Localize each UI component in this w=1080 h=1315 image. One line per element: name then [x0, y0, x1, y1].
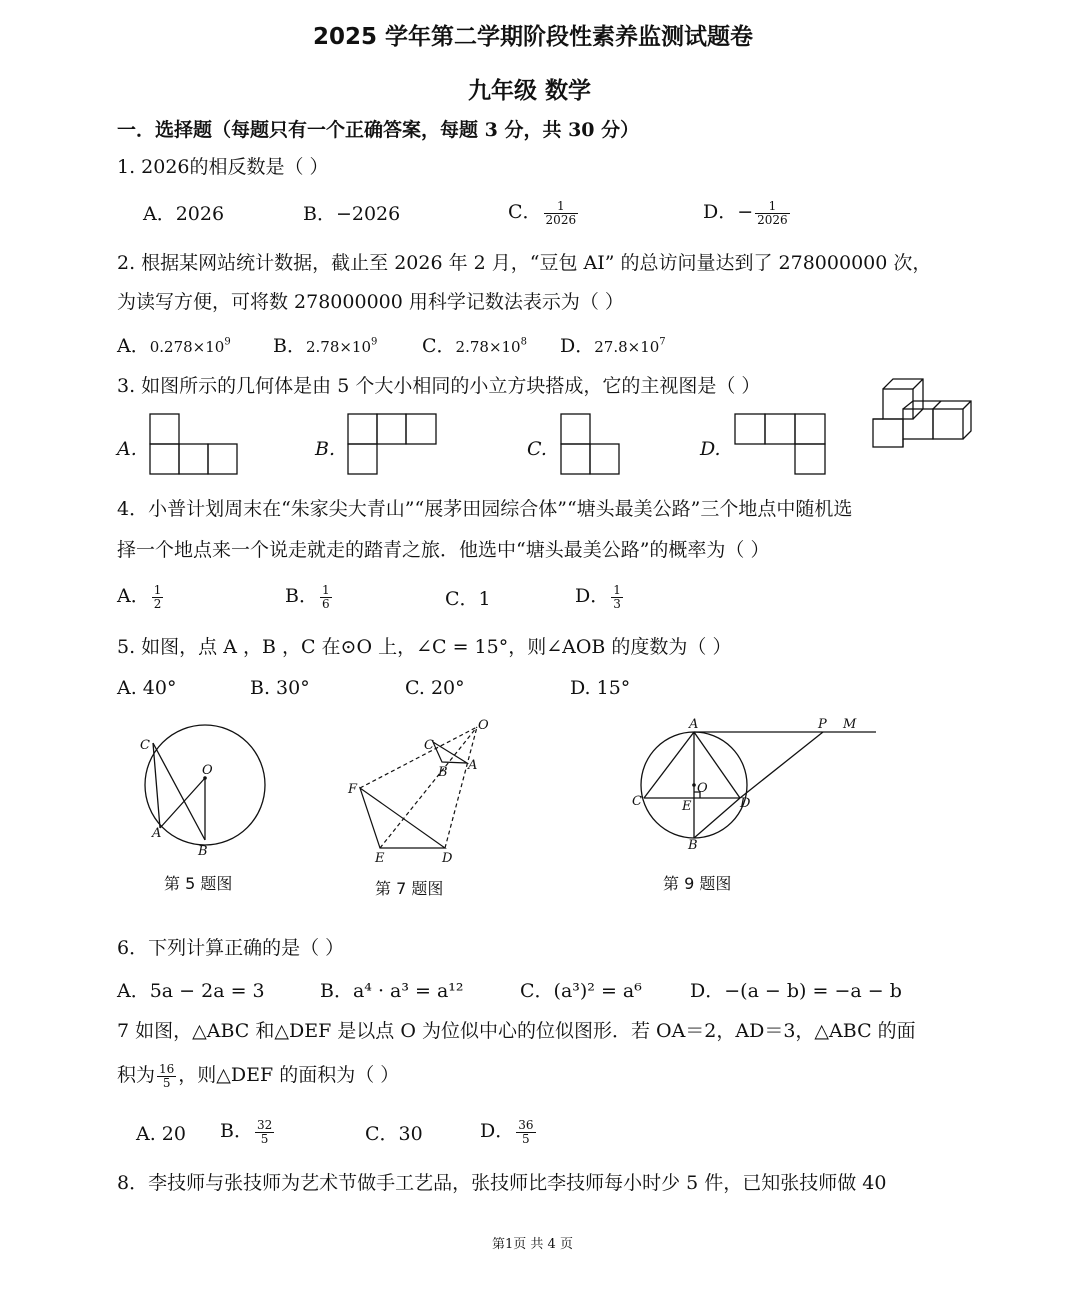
fig7-label-b: B: [438, 765, 448, 780]
question-2-line1: 2. 根据某网站统计数据，截止至 2026 年 2 月，“豆包 AI” 的总访问量达到了 278000000 次，: [117, 252, 932, 274]
q7-option-b: B． $\frac{32}{5}$: [220, 1118, 273, 1146]
q3-view-a: [150, 414, 240, 476]
q6-option-b: B．a⁴ · a³ = a¹²: [320, 980, 464, 1002]
q2-option-c: C．$2.78\times 10^8$: [422, 335, 527, 357]
question-4-line1: 4．小普计划周末在“朱家尖大青山”“展茅田园综合体”“塘头最美公路”三个地点中随机选: [117, 498, 853, 520]
fig7-label-a: A: [468, 758, 478, 773]
question-7-line2: 积为 $\frac{16}{5}$ ，则△DEF 的面积为（ ）: [117, 1062, 400, 1090]
q7-option-c: C．30: [365, 1123, 423, 1145]
fig5-label-b: B: [198, 844, 208, 859]
fig9-label-e: E: [682, 799, 692, 814]
question-7-line1: 7 如图，△ABC 和△DEF 是以点 O 为位似中心的位似图形．若 OA＝2，AD＝3，△ABC 的面: [117, 1020, 916, 1042]
q3-view-b: [348, 414, 440, 476]
q5-option-b: B. 30°: [250, 677, 310, 699]
fig7-label-e: E: [375, 851, 385, 866]
question-2-line2: 为读写方便，可将数 278000000 用科学记数法表示为（ ）: [117, 291, 624, 313]
section-heading: 一．选择题（每题只有一个正确答案，每题 3 分，共 30 分）: [117, 119, 640, 141]
fig9-label-b: B: [688, 838, 698, 853]
q3-view-d: [735, 414, 829, 476]
page-subtitle: 九年级 数学: [468, 78, 592, 104]
q3-option-d: D.: [700, 438, 721, 460]
fig9-label-a: A: [689, 717, 699, 732]
fig9-label-o: O: [697, 781, 708, 796]
q4-option-b: B． $\frac{1}{6}$: [285, 583, 330, 611]
figure-7: [345, 715, 495, 865]
figure-7-caption: 第 7 题图: [375, 879, 444, 898]
figure-5-caption: 第 5 题图: [164, 874, 233, 893]
figure-5: [135, 725, 275, 860]
q1-option-c: C． $\frac{1}{2026}$: [508, 199, 577, 227]
fig9-label-m: M: [843, 717, 857, 732]
q6-option-d: D．−(a − b) = −a − b: [690, 980, 902, 1002]
q4-option-a: A． $\frac{1}{2}$: [117, 583, 162, 611]
fig9-label-d: D: [740, 796, 751, 811]
page-title: 2025 学年第二学期阶段性素养监测试题卷: [313, 24, 754, 50]
question-3-stem: 3. 如图所示的几何体是由 5 个大小相同的小立方块搭成，它的主视图是（ ）: [117, 375, 761, 397]
q6-option-c: C．(a³)² = a⁶: [520, 980, 642, 1002]
q1-option-d: D．− $\frac{1}{2026}$: [703, 199, 788, 227]
fig7-label-f: F: [348, 782, 358, 797]
q2-option-d: D．$27.8\times 10^7$: [560, 335, 666, 357]
q3-view-c: [561, 414, 623, 476]
q4-option-c: C．1: [445, 588, 491, 610]
q3-option-a: A.: [117, 438, 137, 460]
fig5-label-o: O: [202, 763, 213, 778]
q7-option-d: D． $\frac{36}{5}$: [480, 1118, 534, 1146]
question-6-stem: 6．下列计算正确的是（ ）: [117, 937, 345, 959]
q3-option-b: B.: [315, 438, 336, 460]
q4-option-d: D． $\frac{1}{3}$: [575, 583, 621, 611]
q2-option-b: B．$2.78\times 10^9$: [273, 335, 378, 357]
fig7-label-d: D: [442, 851, 453, 866]
q3-solid-figure: [868, 375, 973, 450]
figure-9-caption: 第 9 题图: [663, 874, 732, 893]
q5-option-d: D. 15°: [570, 677, 631, 699]
q3-option-c: C.: [527, 438, 547, 460]
page-footer: 第1页 共 4 页: [492, 1237, 573, 1252]
q7-option-a: A. 20: [136, 1123, 186, 1145]
question-8-line1: 8．李技师与张技师为艺术节做手工艺品，张技师比李技师每小时少 5 件，已知张技师做 40: [117, 1172, 887, 1194]
q1-option-b: B．−2026: [303, 203, 401, 225]
q1-option-a: A．2026: [143, 203, 225, 225]
q6-option-a: A．5a − 2a = 3: [117, 980, 265, 1002]
question-5-stem: 5. 如图，点 A ，B ，C 在⊙O 上，∠C = 15°，则∠AOB 的度数为（ ）: [117, 636, 732, 658]
fig5-label-c: C: [140, 738, 150, 753]
q2-option-a: A．$0.278\times 10^9$: [117, 335, 231, 357]
question-1-stem: 1. 2026的相反数是（ ）: [117, 156, 329, 178]
fig9-label-p: P: [818, 717, 827, 732]
q5-option-a: A. 40°: [117, 677, 177, 699]
fig7-label-o: O: [478, 718, 489, 733]
fig9-label-c: C: [632, 794, 642, 809]
figure-9: [628, 715, 878, 855]
fig5-label-a: A: [152, 826, 162, 841]
question-4-line2: 择一个地点来一个说走就走的踏青之旅．他选中“塘头最美公路”的概率为（ ）: [117, 539, 770, 561]
q5-option-c: C. 20°: [405, 677, 465, 699]
fig7-label-c: C: [424, 738, 434, 753]
